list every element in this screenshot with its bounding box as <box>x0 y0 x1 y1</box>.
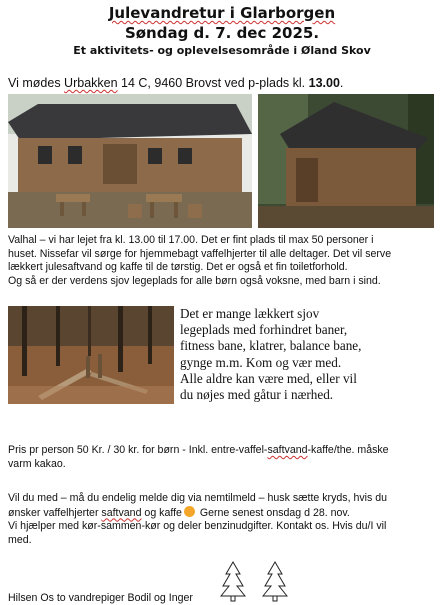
playground-photo <box>8 306 174 404</box>
meeting-time: 13.00 <box>308 76 340 90</box>
shed-photo <box>258 94 434 228</box>
meeting-point: Vi mødes Urbakken 14 C, 9460 Brovst ved p-plads kl. 13.00. <box>8 76 344 90</box>
smiling-face-icon <box>184 506 195 517</box>
playground-description: Det er mange lækkert sjov legeplads med forhindret baner, fitness bane, klatrer, balance bane, gynge m.m. Kom og vær med. Alle aldre kan være med, eller vil du nøjes med gåtur i nærhed. <box>180 306 362 403</box>
page-subtitle: Et aktivitets- og oplevelsesområde i Øland Skov <box>73 44 371 57</box>
christmas-tree-outline-icon <box>220 560 246 602</box>
event-date: Søndag d. 7. dec 2025. <box>124 24 320 42</box>
street-name: Urbakken <box>64 76 118 90</box>
price-paragraph: Pris pr person 50 Kr. / 30 kr. for børn - Inkl. entre-vaffel-saftvand-kaffe/the. måske varm kakao. <box>8 444 389 470</box>
signature: Hilsen Os to vandrepiger Bodil og Inger <box>8 592 193 604</box>
page-title: Julevandretur i Glarborgen <box>108 4 336 22</box>
signup-paragraph: Vil du med – må du endelig melde dig via nemtilmeld – husk sætte kryds, hvis du ønsker vaffelhjerter saftvand og kaffe Gerne senest onsdag d 28. nov. Vi hjælper med kør-sammen-kør og deler benzinudgifter. Kontakt os. Hvis du/I vil med. <box>8 492 388 546</box>
christmas-tree-outline-icon <box>262 560 288 602</box>
intro-paragraph: Valhal – vi har lejet fra kl. 13.00 til 17.00. Det er fint plads til max 50 personer i huset. Nissefar vil sørge for hjemmebagt vaffelhjerter til alle deltager. Det vil serve lækkert julesaftvand og kaffe til de tørstig. Det er også et fin toiletforhold. Og så er der verdens sjov legeplads for alle børn også voksne, med barn i sind. <box>8 234 392 287</box>
cabin-photo <box>8 94 252 228</box>
